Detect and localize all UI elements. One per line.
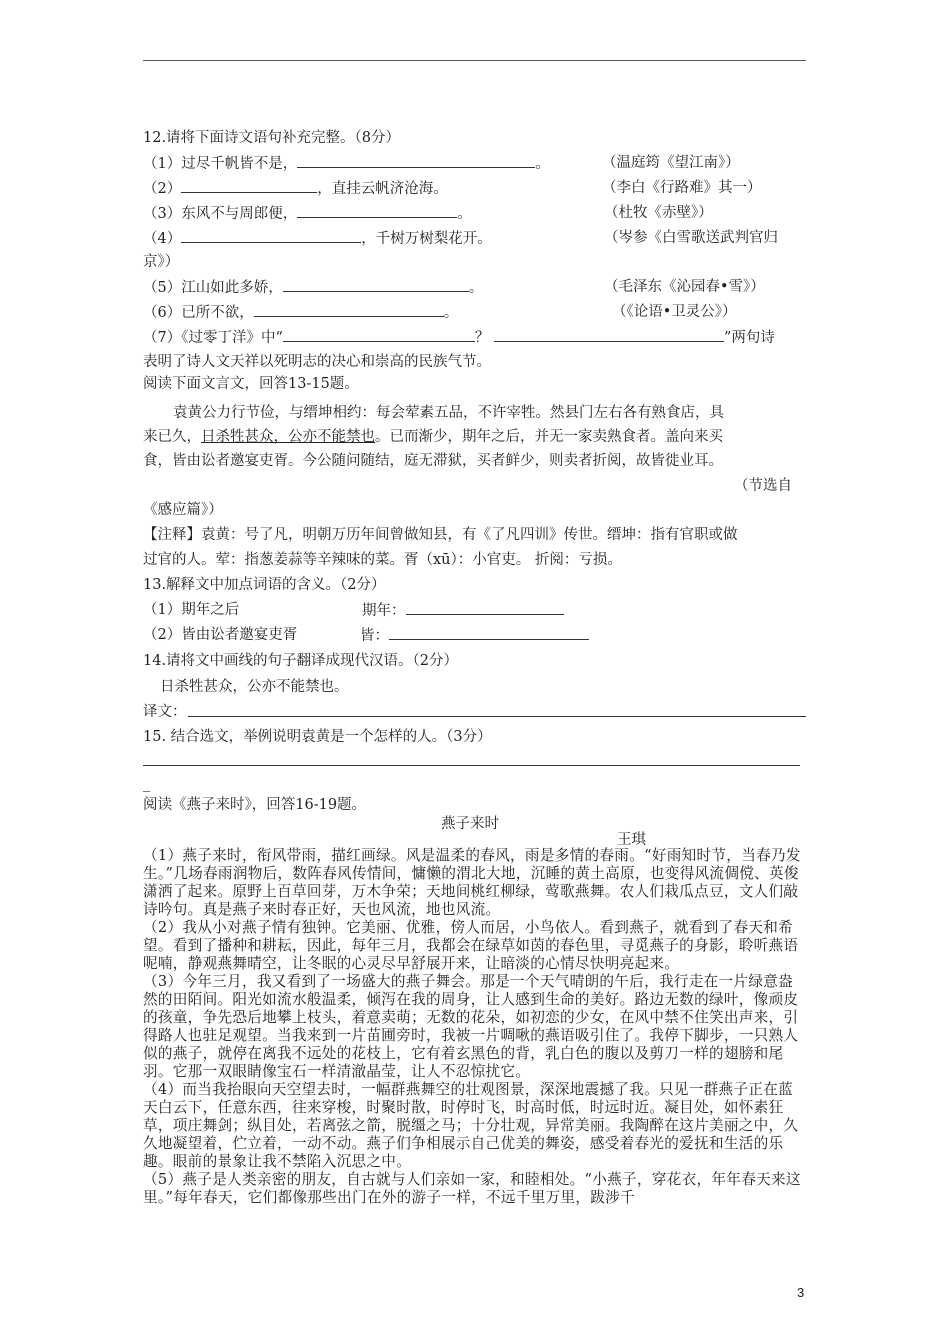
answer-blank[interactable] [181,228,361,243]
answer-blank[interactable] [283,277,469,292]
essay-title: 燕子来时 [441,816,499,832]
essay-paragraph-5: （5）燕子是人类亲密的朋友，自古就与人们亲如一家，和睦相处。“小燕子，穿花衣，年年春天来这里。”每年春天，它们都像那些出门在外的游子一样，不远千里万里，跋涉千 [143,1171,801,1206]
q13-label-1: 期年： [362,600,564,621]
q14-title: 14.请将文中画线的句子翻译成现代汉语。（2分） [143,653,459,669]
answer-blank[interactable] [283,327,475,342]
classical-note-2: 过官的人。荤：指葱姜蒜等辛辣味的菜。胥（xū）：小官吏。 折阅：亏损。 [143,552,622,568]
answer-blank[interactable] [389,625,589,640]
q12-item-6: （6）已所不欲， 。 [143,302,458,323]
classical-source-a: （节选自 [734,478,792,494]
essay-paragraph-2: （2）我从小对燕子情有独钟。它美丽、优雅，傍人而居，小鸟依人。看到燕子，就看到了春天和希望。看到了播种和耕耘，因此，每年三月，我都会在绿草如茵的春色里，寻觅燕子的身影，聆听燕语呢喃，静观燕舞晴空，让冬眠的心灵尽早舒展开来，让暗淡的心情尽快明亮起来。 [143,919,799,972]
answer-blank[interactable] [494,327,724,342]
answer-blank[interactable] [297,153,535,168]
q14-label: 译文： [143,704,187,720]
classical-note-1: 【注释】袁黄：号了凡，明朝万历年间曾做知县，有《了凡四训》传世。缙坤：指有官职或做 [143,527,738,543]
classical-source-b: 《感应篇》） [143,502,223,518]
q12-source-4: （岑参《白雪歌送武判官归 [604,230,778,246]
answer-blank[interactable] [254,302,444,317]
q12-item-4-wrap: 京》） [143,254,180,270]
classical-intro: 阅读下面文言文，回答13-15题。 [143,376,359,392]
q12-item-2: （2） ，直挂云帆济沧海。 [143,178,448,199]
q12-item-4: （4） ，千树万树梨花开。 [143,228,492,249]
essay-paragraph-3: （3）今年三月，我又看到了一场盛大的燕子舞会。那是一个天气晴朗的午后，我行走在一片绿意盎然的田陌间。阳光如流水般温柔，倾泻在我的周身，让人感到生命的美好。路边无数的绿叶，像顽皮的孩童，争先恐后地攀上枝头，着意卖萌；无数的花朵，如初恋的少女，在风中禁不住笑出声来，引得路人也驻足观望。当我来到一片苗圃旁时，我被一片啁啾的燕语吸引住了。我停下脚步，一只熟人似的燕子，就停在离我不远处的花枝上，它有着玄黑色的背，乳白色的腹以及剪刀一样的翅膀和尾羽。它那一双眼睛像宝石一样清澈晶莹，让人不忍惊扰它。 [143,973,799,1080]
answer-blank[interactable] [297,203,457,218]
q12-item-7: （7）《过零丁洋》中“ ？ ”两句诗 [143,327,775,348]
q13-item-2: （2）皆由讼者邀宴吏胥 [143,627,298,643]
q12-tail: 表明了诗人文天祥以死明志的决心和崇高的民族气节。 [143,354,491,370]
page-number: 3 [797,1285,805,1300]
q15-answer-line[interactable] [143,765,800,766]
q12-source-5: （毛泽东《沁园春•雪》） [604,279,765,295]
answer-blank[interactable] [406,600,564,615]
q13-title: 13.解释文中加点词语的含义。（2分） [143,577,386,593]
q12-item-1: （1）过尽千帆皆不是， 。 [143,153,550,174]
q12-source-3: （杜牧《赤壁》） [604,205,713,221]
q14-sentence: 日杀牲甚众，公亦不能禁也。 [160,679,349,695]
q15-dash: _ [143,776,151,792]
q14-answer-line[interactable] [188,716,806,717]
classical-line-1: 袁黄公力行节俭，与缙坤相约：每会荤素五品，不许宰牲。然县门左右各有熟食店，具 [173,405,724,421]
q12-item-3: （3）东风不与周郎便， 。 [143,203,472,224]
essay-paragraph-4: （4）而当我抬眼向天空望去时，一幅群燕舞空的壮观图景，深深地震撼了我。只见一群燕子正在蓝天白云下，任意东西，往来穿梭，时聚时散，时停时飞，时高时低，时远时近。凝目处，如怀素狂草，项庄舞剑；纵目处，若离弦之箭，脱缰之马；十分壮观，异常美丽。我陶醉在这片美丽之中，久久地凝望着，伫立着，一动不动。燕子们争相展示自己优美的舞姿，感受着春光的爱抚和生活的乐趣。眼前的景象让我不禁陷入沉思之中。 [143,1081,799,1170]
header-rule [143,60,806,61]
underlined-sentence: 日杀牲甚众，公亦不能禁也 [201,429,375,445]
q13-label-2: 皆： [360,625,589,646]
classical-line-3: 食，皆由讼者邀宴吏胥。今公随问随结，庭无滞狱，买者鲜少，则卖者折阅，故皆徙业耳。 [143,453,723,469]
q12-title: 12.请将下面诗文语句补充完整。（8分） [143,130,401,146]
q12-source-1: （温庭筠《望江南》） [602,155,740,171]
classical-line-2: 来已久，日杀牲甚众，公亦不能禁也。已而渐少，期年之后，并无一家卖熟食者。盖向来买 [143,429,723,445]
essay-intro: 阅读《燕子来时》，回答16-19题。 [143,797,367,813]
q12-item-5: （5）江山如此多娇， 。 [143,277,483,298]
answer-blank[interactable] [181,178,317,193]
q12-source-6: （《论语•卫灵公》） [612,304,737,320]
essay-author: 王琪 [617,832,646,848]
q12-source-2: （李白《行路难》其一） [602,180,762,196]
essay-paragraph-1: （1）燕子来时，衔风带雨，描红画绿。风是温柔的春风，雨是多情的春雨。“好雨知时节，当春乃发生。”几场春雨润物后，数阵春风传情间，慵懒的渭北大地，沉睡的黄土高原，也变得风流倜傥、英俊潇洒了起来。原野上百草回芽，万木争荣；天地间桃红柳绿，莺歌燕舞。农人们栽瓜点豆，文人们敲诗吟句。真是燕子来时春正好，天也风流，地也风流。 [143,847,801,918]
q15-title: 15. 结合选文，举例说明袁黄是一个怎样的人。（3分） [143,729,492,745]
q13-item-1: （1）期年之后 [143,602,240,618]
essay-body [143,847,806,1207]
